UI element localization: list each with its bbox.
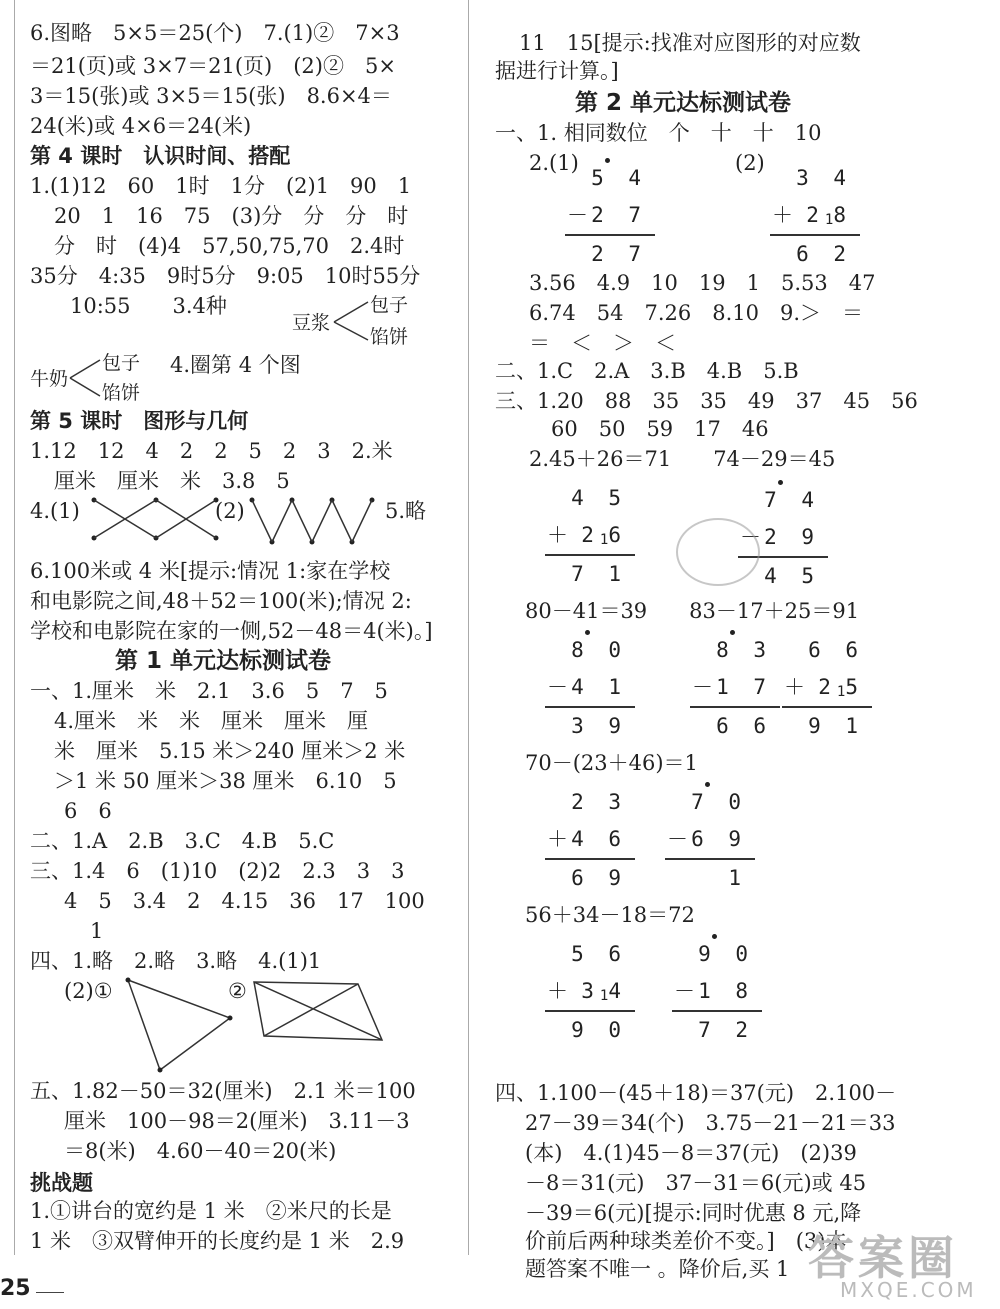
answer-line: 厘米 厘米 米 3.8 5 xyxy=(54,469,290,493)
calc-operand: 8 3 xyxy=(690,632,780,669)
calc-operand: 2 9 － xyxy=(738,519,828,556)
answer-line: 2.45＋26＝71 74－29＝45 xyxy=(529,447,836,471)
calc-operand: 1 7 － xyxy=(690,669,780,706)
page-number-rule xyxy=(36,1292,64,1293)
calc-operand: 8 0 xyxy=(545,632,635,669)
watermark-text: 答案圈 xyxy=(808,1231,958,1285)
calc-operand: 1 8 － xyxy=(672,973,762,1010)
carry-digit: 1 xyxy=(599,988,609,1004)
calc-result: 1 xyxy=(728,866,747,890)
borrow-dot xyxy=(730,630,735,635)
answer-line: 三、1.4 6 (1)10 (2)2 2.3 3 3 xyxy=(30,859,405,883)
answer-line: 24(米)或 4×6＝24(米) xyxy=(30,114,252,138)
vertical-calc xyxy=(565,160,655,273)
answer-line: 二、1.A 2.B 3.C 4.B 5.C xyxy=(30,829,335,853)
column-divider xyxy=(468,0,469,1255)
calc-operand: 6 9 － xyxy=(665,821,755,858)
calc-operator: － xyxy=(667,827,688,851)
pairing-tree-2 xyxy=(30,350,170,412)
answer-line: 2.(1) xyxy=(529,151,579,175)
vertical-calc xyxy=(545,632,635,745)
calc-operator: － xyxy=(692,675,713,699)
calc-operator: － xyxy=(567,203,588,227)
answer-line: 1.(1)12 60 1时 1分 (2)1 90 1 xyxy=(30,174,412,198)
answer-line: 6 6 xyxy=(64,799,112,823)
calc-result: 4 5 xyxy=(764,564,820,588)
answer-line: 6.图略 5×5＝25(个) 7.(1)② 7×3 xyxy=(30,21,400,45)
answer-line: ＝8(米) 4.60－40＝20(米) xyxy=(64,1139,337,1163)
calc-operand: 2 3 xyxy=(571,790,627,814)
answer-line: 分 时 (4)4 57,50,75,70 2.4时 xyxy=(54,234,405,258)
answer-line: (2) xyxy=(215,499,245,523)
calc-operand: 216 ＋ xyxy=(545,517,635,554)
tree-branch: 包子 xyxy=(370,294,409,316)
calc-result: 6 9 xyxy=(571,866,627,890)
tree-root: 牛奶 xyxy=(30,368,69,390)
calc-operator: － xyxy=(547,675,568,699)
section-heading: 挑战题 xyxy=(30,1171,93,1195)
answer-line: 三、1.20 88 35 35 49 37 45 56 xyxy=(495,389,918,413)
borrow-dot xyxy=(585,630,590,635)
answer-line: 6.74 54 7.26 8.10 9.＞ ＝ xyxy=(529,301,864,325)
answer-line: 四、1.100－(45＋18)＝37(元) 2.100－ xyxy=(495,1081,897,1105)
answer-line: ＞1 米 50 厘米＞38 厘米 6.10 5 xyxy=(54,769,397,793)
answer-line: 1.12 12 4 2 2 5 2 3 2.米 xyxy=(30,439,393,463)
page-number: 25 xyxy=(0,1276,31,1301)
answer-line: －8＝31(元) 37－31＝6(元)或 45 xyxy=(525,1171,867,1195)
answer-line: 27－39＝34(个) 3.75－21－21＝33 xyxy=(525,1111,896,1135)
answer-line: 题答案不唯一 。降价后,买 1 xyxy=(525,1257,790,1281)
calc-operand: 4 1 － xyxy=(545,669,635,706)
vertical-calc xyxy=(770,160,860,273)
answer-line: 据进行计算。] xyxy=(495,59,619,83)
answer-line: ＝21(页)或 3×7＝21(页) (2)② 5× xyxy=(30,54,396,78)
section-heading: 第 4 课时 认识时间、搭配 xyxy=(30,144,291,168)
answer-line: －39＝6(元)[提示:同时优惠 8 元,降 xyxy=(525,1201,862,1225)
calc-result: 7 2 xyxy=(698,1018,754,1042)
carry-digit: 1 xyxy=(599,532,609,548)
calc-operand: 3 4 xyxy=(796,166,852,190)
answer-line: 4 5 3.4 2 4.15 36 17 100 xyxy=(64,889,425,913)
answer-line: 一、1.厘米 米 2.1 3.6 5 7 5 xyxy=(30,679,388,703)
calc-operator: ＋ xyxy=(784,675,805,699)
calc-operator: ＋ xyxy=(547,827,568,851)
answer-line: 1 米 ③双臂伸开的长度约是 1 米 2.9 xyxy=(30,1229,405,1253)
answer-line: ＝ ＜ ＞ ＜ xyxy=(529,331,676,355)
answer-line: 35分 4:35 9时5分 9:05 10时55分 xyxy=(30,264,421,288)
vertical-calc xyxy=(545,480,635,593)
vertical-calc xyxy=(545,784,635,897)
calc-operand: 6 6 xyxy=(808,638,864,662)
answer-line: 80－41＝39 83－17＋25＝91 xyxy=(525,599,860,623)
calc-operand: 7 4 xyxy=(738,482,828,519)
cross-lines-figure-2 xyxy=(248,494,378,548)
tree-branch-lines xyxy=(68,350,104,412)
answer-line: 1.①讲台的宽约是 1 米 ②米尺的长是 xyxy=(30,1199,392,1223)
tree-branch-lines xyxy=(332,292,372,354)
vertical-calc xyxy=(782,632,872,745)
answer-line: 5.略 xyxy=(385,499,427,523)
calc-operand: 9 0 xyxy=(672,936,762,973)
answer-line: 60 50 59 17 46 xyxy=(551,417,769,441)
carry-digit: 1 xyxy=(836,684,846,700)
vertical-calc xyxy=(672,936,762,1049)
answer-line: 五、1.82－50＝32(厘米) 2.1 米＝100 xyxy=(30,1079,416,1103)
answer-line: 米 厘米 5.15 米＞240 厘米＞2 米 xyxy=(54,739,406,763)
vertical-calc xyxy=(690,632,780,745)
left-margin-rule xyxy=(14,0,15,1255)
answer-line: (本) 4.(1)45－8＝37(元) (2)39 xyxy=(525,1141,857,1165)
borrow-dot xyxy=(778,480,783,485)
vertical-calc xyxy=(545,936,635,1049)
tree-branch: 包子 xyxy=(102,352,141,374)
answer-line: 1 xyxy=(90,919,104,943)
calc-operator: ＋ xyxy=(547,979,568,1003)
calc-operand: 314 ＋ xyxy=(545,973,635,1010)
section-heading: 第 5 课时 图形与几何 xyxy=(30,409,249,433)
answer-line: 10:55 3.4种 xyxy=(70,294,227,318)
calc-operator: － xyxy=(674,979,695,1003)
watermark-url: MXQE.COM xyxy=(840,1278,977,1302)
answer-line: 一、1. 相同数位 个 十 十 10 xyxy=(495,121,822,145)
answer-line: 价前后两种球类差价不变。] (3)本 xyxy=(525,1229,847,1253)
borrow-dot xyxy=(712,934,717,939)
stamp-mark xyxy=(676,518,760,586)
answer-line: 学校和电影院在家的一侧,52－48＝4(米)。] xyxy=(30,619,433,643)
borrow-dot xyxy=(605,158,610,163)
calc-operand: 7 0 xyxy=(665,784,755,821)
answer-line: 11 15[提示:找准对应图形的对应数 xyxy=(519,31,861,55)
calc-result: 6 2 xyxy=(796,242,852,266)
answer-line: (2)① xyxy=(64,979,113,1003)
calc-operand: 218 ＋ xyxy=(770,197,860,234)
answer-line: 四、1.略 2.略 3.略 4.(1)1 xyxy=(30,949,322,973)
calc-operator: ＋ xyxy=(772,203,793,227)
calc-result: 9 1 xyxy=(808,714,864,738)
triangle-figure xyxy=(120,976,240,1076)
tree-branch: 馅饼 xyxy=(102,382,141,404)
answer-line: 3.56 4.9 10 19 1 5.53 47 xyxy=(529,271,876,295)
quadrilateral-figure xyxy=(248,976,388,1046)
watermark-logo xyxy=(800,1222,990,1302)
answer-line: 4.(1) xyxy=(30,499,80,523)
unit-test-title: 第 1 单元达标测试卷 xyxy=(115,648,332,674)
calc-operand: 2 7 － xyxy=(565,197,655,234)
calc-result: 6 6 xyxy=(716,714,772,738)
pairing-tree-1 xyxy=(292,292,442,354)
answer-line: 厘米 100－98＝2(厘米) 3.11－3 xyxy=(64,1109,410,1133)
borrow-dot xyxy=(705,782,710,787)
calc-operand: 5 6 xyxy=(571,942,627,966)
calc-result: 9 0 xyxy=(571,1018,627,1042)
unit-test-title: 第 2 单元达标测试卷 xyxy=(575,90,792,116)
calc-operand: 5 4 xyxy=(565,160,655,197)
answer-line: 4.圈第 4 个图 xyxy=(170,353,301,377)
tree-branch: 馅饼 xyxy=(370,326,409,348)
answer-line: 20 1 16 75 (3)分 分 分 时 xyxy=(54,204,409,228)
answer-line: 56＋34－18＝72 xyxy=(525,903,695,927)
answer-line: 6.100米或 4 米[提示:情况 1:家在学校 xyxy=(30,559,391,583)
answer-line: 4.厘米 米 米 厘米 厘米 厘 xyxy=(54,709,369,733)
answer-line: (2) xyxy=(735,151,765,175)
calc-operator: － xyxy=(740,525,761,549)
vertical-calc xyxy=(665,784,755,897)
calc-operand: 215 ＋ xyxy=(782,669,872,706)
calc-result: 7 1 xyxy=(571,562,627,586)
calc-operator: ＋ xyxy=(547,523,568,547)
answer-line: 二、1.C 2.A 3.B 4.B 5.B xyxy=(495,359,799,383)
tree-root: 豆浆 xyxy=(292,312,331,334)
calc-result: 3 9 xyxy=(571,714,627,738)
cross-lines-figure-1 xyxy=(90,494,220,544)
answer-line: ② xyxy=(228,979,247,1003)
answer-line: 70－(23＋46)＝1 xyxy=(525,751,698,775)
calc-operand: 4 5 xyxy=(571,486,627,510)
answer-line: 和电影院之间,48＋52＝100(米);情况 2: xyxy=(30,589,412,613)
carry-digit: 1 xyxy=(824,212,834,228)
answer-line: 3＝15(张)或 3×5＝15(张) 8.6×4＝ xyxy=(30,84,392,108)
calc-result: 2 7 xyxy=(591,242,647,266)
calc-operand: 4 6 ＋ xyxy=(545,821,635,858)
